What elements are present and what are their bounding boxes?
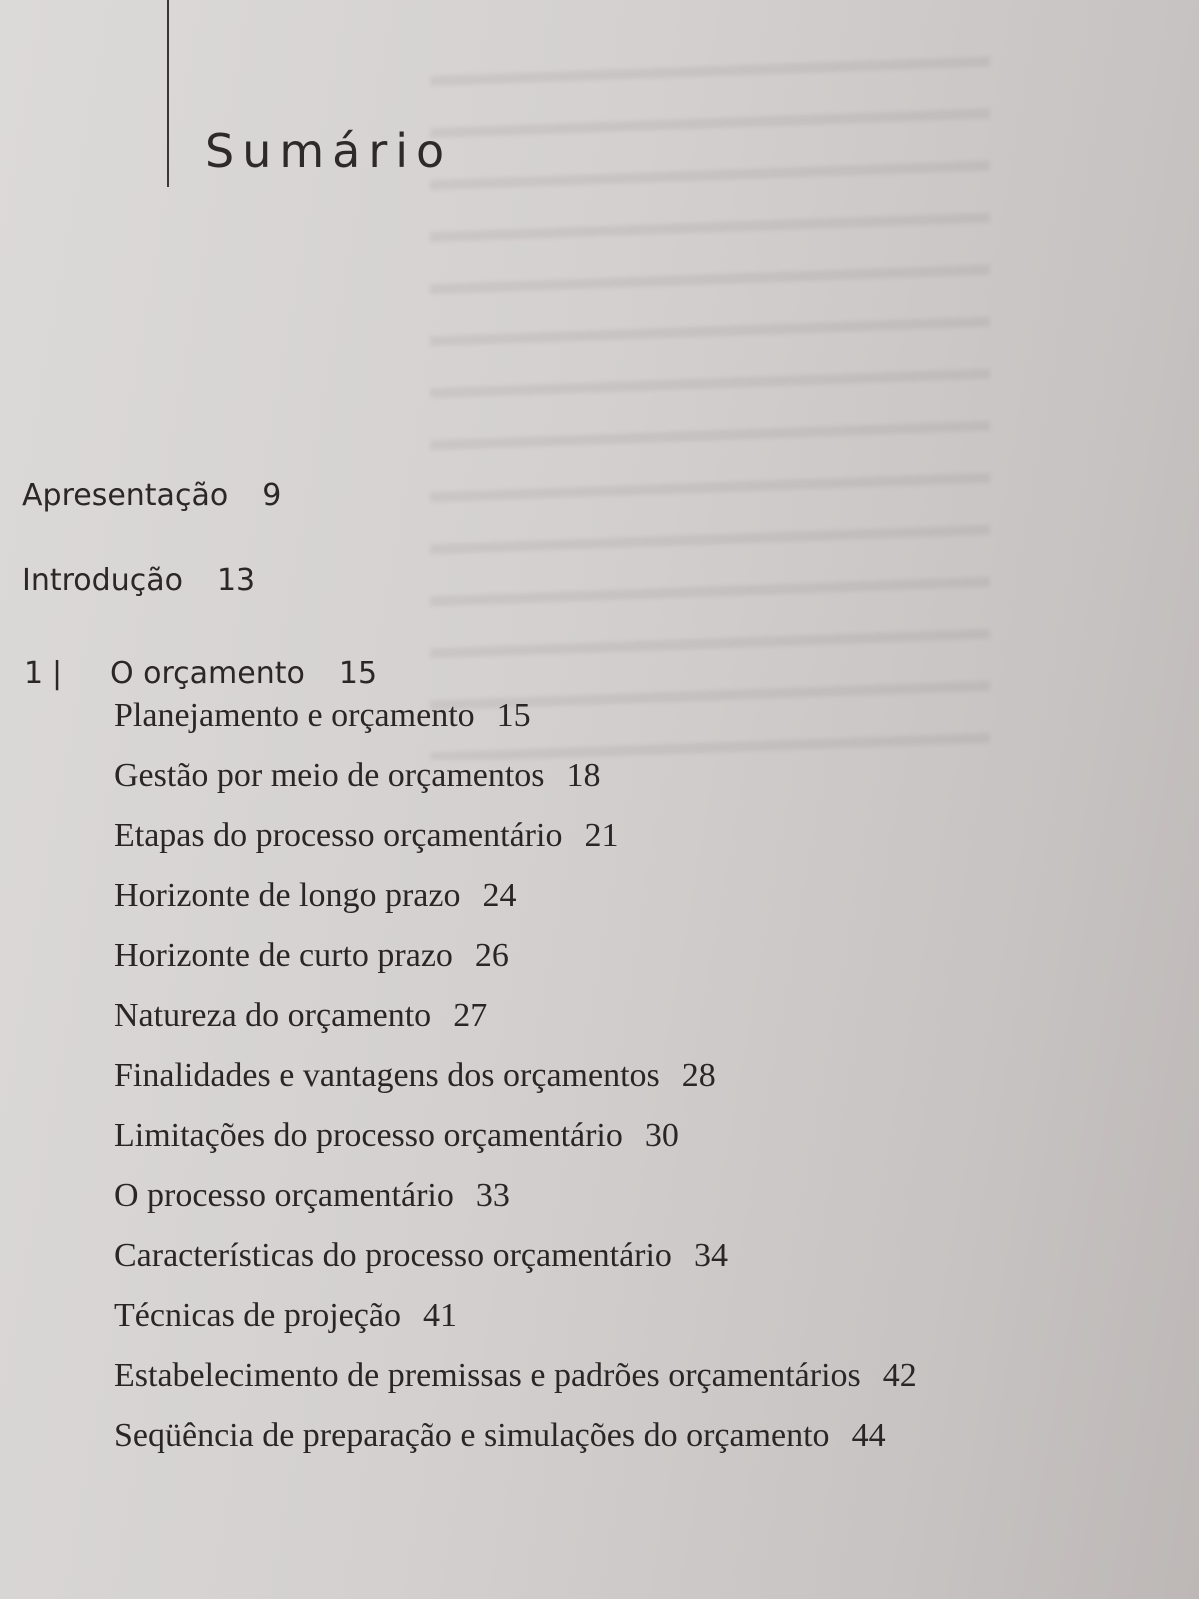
toc-section-page: 30 — [644, 1117, 679, 1154]
toc-section — [114, 1297, 457, 1335]
chapter-title: O orçamento — [110, 656, 305, 691]
toc-section-page: 21 — [584, 817, 619, 854]
toc-section — [114, 1057, 716, 1095]
toc-section — [114, 1417, 886, 1455]
toc-section-label: Etapas do processo orçamentário — [114, 817, 563, 854]
toc-section — [114, 697, 531, 735]
toc-section-label: Gestão por meio de orçamentos — [114, 757, 545, 794]
toc-section — [114, 937, 509, 975]
chapter-number: 1 — [24, 656, 44, 691]
toc-section-page: 26 — [474, 937, 509, 974]
toc-entry-apresentacao — [22, 478, 281, 513]
toc-section — [114, 1357, 917, 1395]
toc-section-label: Finalidades e vantagens dos orçamentos — [114, 1057, 660, 1094]
toc-section — [114, 1117, 679, 1155]
toc-section-page: 34 — [693, 1237, 728, 1274]
toc-section — [114, 817, 618, 855]
toc-section-page: 28 — [681, 1057, 716, 1094]
toc-section — [114, 1237, 728, 1275]
toc-section-label: Horizonte de longo prazo — [114, 877, 461, 914]
toc-section-page: 18 — [566, 757, 601, 794]
toc-section-page: 33 — [475, 1177, 510, 1214]
chapter-separator: | — [52, 656, 63, 691]
toc-section — [114, 997, 487, 1035]
toc-section — [114, 1177, 510, 1215]
toc-section — [114, 877, 517, 915]
chapter-page: 15 — [338, 656, 378, 691]
toc-section-label: Limitações do processo orçamentário — [114, 1117, 623, 1154]
toc-section-label: Planejamento e orçamento — [114, 697, 475, 734]
toc-chapter-1 — [24, 656, 377, 691]
title-rule — [167, 0, 169, 187]
toc-entry-page: 13 — [216, 563, 256, 598]
toc-entry-label: Apresentação — [22, 478, 229, 513]
toc-section — [114, 757, 601, 795]
page-title: Sumário — [205, 124, 453, 178]
toc-section-page: 15 — [496, 697, 531, 734]
toc-section-page: 44 — [851, 1417, 886, 1454]
toc-section-page: 41 — [422, 1297, 457, 1334]
toc-section-label: Características do processo orçamentário — [114, 1237, 672, 1274]
toc-section-page: 42 — [882, 1357, 917, 1394]
toc-entry-page: 9 — [262, 478, 282, 513]
show-through-text — [430, 40, 990, 760]
toc-section-label: O processo orçamentário — [114, 1177, 454, 1214]
toc-section-page: 24 — [482, 877, 517, 914]
toc-section-label: Seqüência de preparação e simulações do orçamento — [114, 1417, 830, 1454]
toc-entry-introducao — [22, 563, 255, 598]
toc-section-label: Natureza do orçamento — [114, 997, 432, 1034]
toc-section-label: Estabelecimento de premissas e padrões orçamentários — [114, 1357, 861, 1394]
toc-section-label: Horizonte de curto prazo — [114, 937, 453, 974]
toc-section-label: Técnicas de projeção — [114, 1297, 401, 1334]
toc-section-page: 27 — [453, 997, 488, 1034]
toc-entry-label: Introdução — [22, 563, 183, 598]
